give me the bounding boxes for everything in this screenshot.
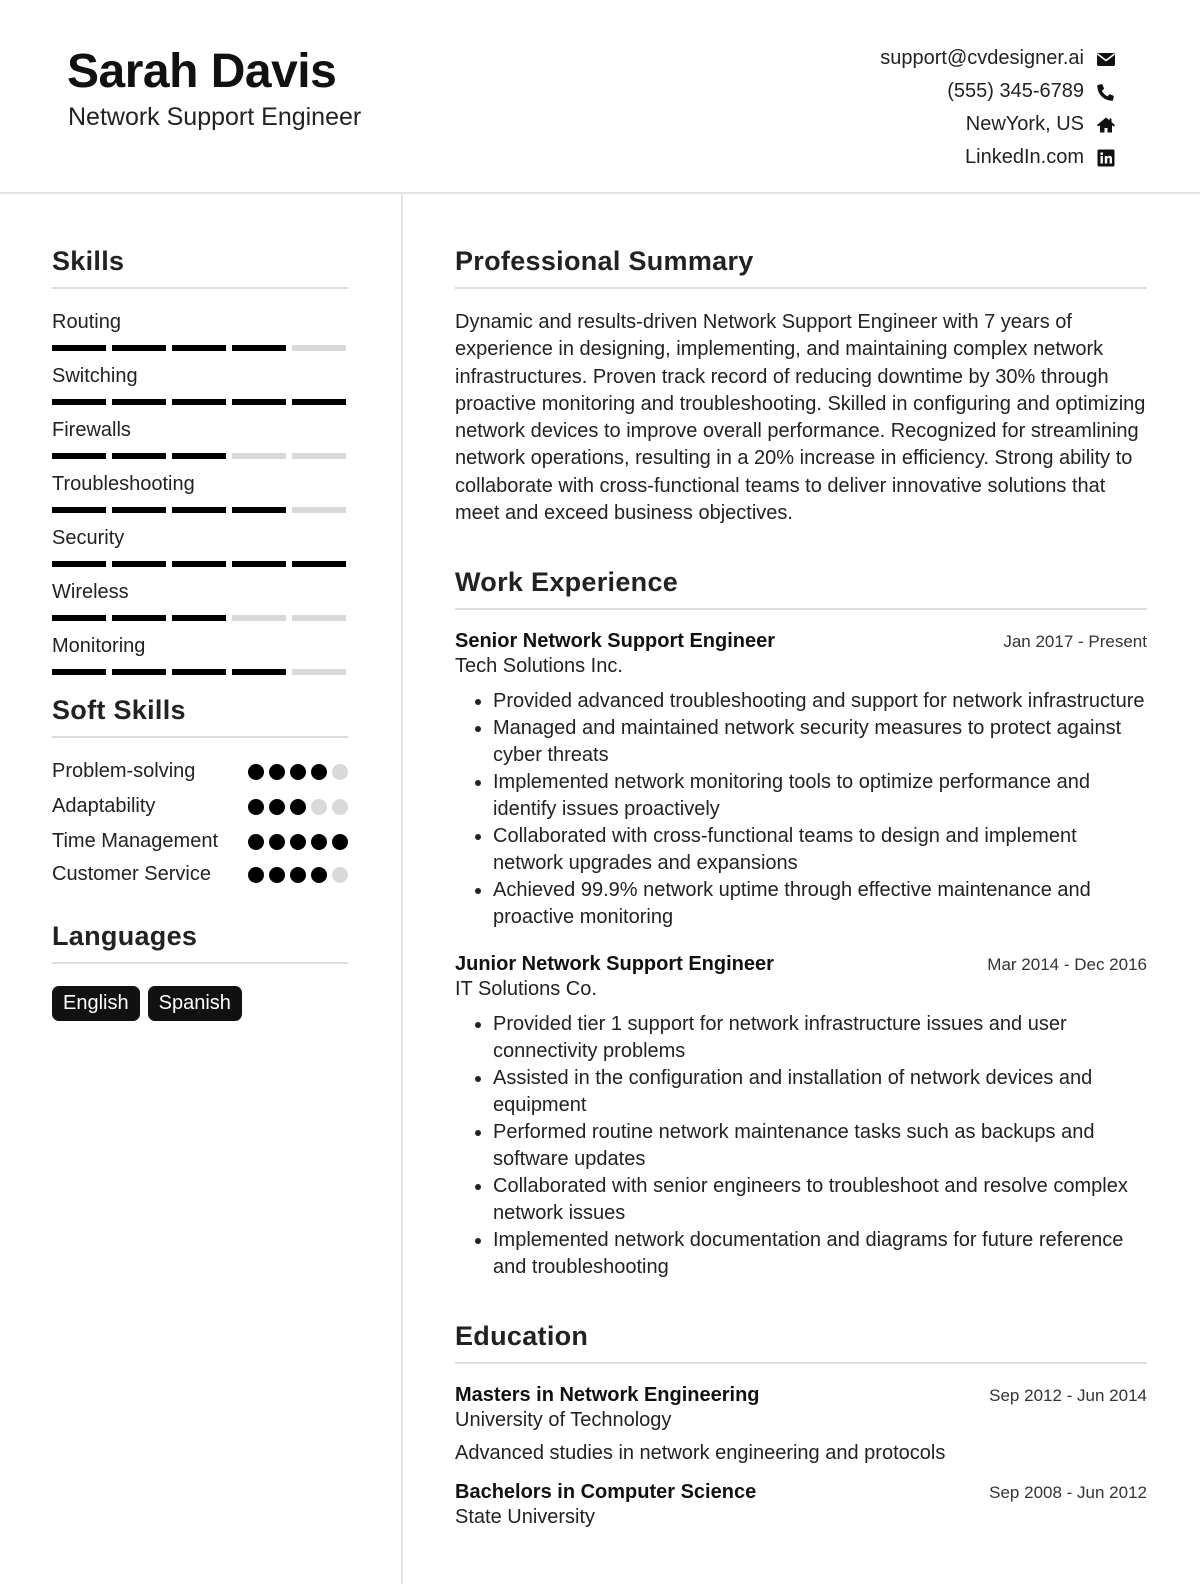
contact-location [880,108,1116,141]
contact-list [880,42,1116,174]
rating-dot [311,764,327,780]
skill-name: Security [52,527,125,549]
skill-level-segment [232,399,286,405]
soft-skills-list [52,758,348,888]
education-header [455,1481,1147,1504]
rating-dot [332,834,348,850]
contact-linkedin[interactable] [880,141,1116,174]
soft-skill-rating [248,867,348,883]
rating-dot [248,834,264,850]
job-bullet: • Achieved 99.9% network uptime through effective maintenance and proactive monitoring [493,877,1147,931]
education-list [455,1384,1147,1529]
skill-level-segment [112,345,166,351]
skill-level-segment [292,345,346,351]
skill-level-segment [112,669,166,675]
skill-level-segment [292,669,346,675]
skills-heading: Skills [52,246,348,289]
rating-dot [269,764,285,780]
job-bullets [455,1011,1147,1281]
education-degree: Bachelors in Computer Science [455,1481,757,1504]
rating-dot [332,867,348,883]
job-bullet: • Performed routine network maintenance tasks such as backups and software updates [493,1119,1147,1173]
skill-level-segment [232,345,286,351]
skill-name: Wireless [52,581,129,603]
skill-level-segment [232,507,286,513]
soft-skill-item [52,758,348,785]
resume-header [0,0,1200,194]
rating-dot [311,799,327,815]
skill-level-segment [292,453,346,459]
rating-dot [332,764,348,780]
main-column [455,246,1147,1529]
contact-phone[interactable] [880,75,1116,108]
job-company: IT Solutions Co. [455,978,597,1001]
skill-level-segment [112,453,166,459]
skill-item [52,579,348,621]
envelope-icon [1096,49,1116,69]
soft-skill-rating [248,764,348,780]
job-bullet: • Managed and maintained network security measures to protect against cyber threats [493,715,1147,769]
skill-name: Firewalls [52,419,131,441]
phone-icon [1096,82,1116,102]
skill-level-segment [232,669,286,675]
candidate-name: Sarah Davis [67,45,337,98]
skill-level-meter [52,669,348,675]
skill-item [52,309,348,351]
summary-heading: Professional Summary [455,246,1147,289]
skill-level-segment [232,615,286,621]
education-entry [455,1481,1147,1529]
skill-level-segment [52,453,106,459]
rating-dot [290,764,306,780]
soft-skill-name: Problem-solving [52,760,196,782]
skill-level-meter [52,507,348,513]
language-tag: Spanish [148,986,242,1021]
contact-email[interactable] [880,42,1116,75]
rating-dot [311,834,327,850]
skill-level-segment [172,345,226,351]
soft-skill-rating [248,799,348,815]
skill-name: Monitoring [52,635,146,657]
skill-level-segment [292,615,346,621]
skill-level-meter [52,561,348,567]
contact-email-text[interactable]: support@cvdesigner.ai [880,47,1084,69]
education-school: University of Technology [455,1409,672,1432]
soft-skill-rating [248,834,348,850]
job-bullet: • Collaborated with senior engineers to troubleshoot and resolve complex network issues [493,1173,1147,1227]
job-bullet: • Provided tier 1 support for network infrastructure issues and user connectivity problems [493,1011,1147,1065]
education-degree: Masters in Network Engineering [455,1384,760,1407]
rating-dot [269,799,285,815]
skill-item [52,417,348,459]
skill-level-segment [112,561,166,567]
skill-level-segment [232,453,286,459]
rating-dot [332,799,348,815]
skill-level-segment [52,669,106,675]
rating-dot [248,764,264,780]
skill-level-segment [52,399,106,405]
skill-level-meter [52,345,348,351]
job-entry [455,953,1147,1281]
job-bullet: • Collaborated with cross-functional teams to design and implement network upgrades and expansions [493,823,1147,877]
rating-dot [290,799,306,815]
contact-phone-text[interactable]: (555) 345-6789 [947,80,1084,102]
candidate-title: Network Support Engineer [68,103,362,131]
skill-level-segment [172,615,226,621]
rating-dot [248,799,264,815]
experience-heading: Work Experience [455,567,1147,610]
skill-level-segment [232,561,286,567]
skill-level-segment [172,399,226,405]
skill-level-segment [112,507,166,513]
rating-dot [269,834,285,850]
job-bullet: • Implemented network documentation and diagrams for future reference and troubleshooting [493,1227,1147,1281]
skill-item [52,471,348,513]
job-header [455,953,1147,976]
soft-skill-name: Customer Service [52,863,211,885]
language-tag: English [52,986,140,1021]
skill-level-segment [172,453,226,459]
job-date: Mar 2014 - Dec 2016 [987,955,1147,975]
job-company: Tech Solutions Inc. [455,655,623,678]
job-title: Senior Network Support Engineer [455,630,776,653]
skill-item [52,525,348,567]
education-description: Advanced studies in network engineering and protocols [455,1442,946,1465]
contact-location-text: NewYork, US [965,113,1084,135]
skill-level-segment [112,399,166,405]
skill-name: Troubleshooting [52,473,195,495]
soft-skill-item [52,828,348,855]
soft-skill-item [52,861,348,888]
soft-skills-heading: Soft Skills [52,695,348,738]
skill-level-segment [172,561,226,567]
job-header [455,630,1147,653]
job-bullets [455,688,1147,931]
skill-level-meter [52,399,348,405]
skill-level-segment [52,345,106,351]
job-title: Junior Network Support Engineer [455,953,774,976]
experience-list [455,630,1147,1281]
column-divider [401,194,403,1584]
skill-level-segment [292,561,346,567]
education-school: State University [455,1506,596,1529]
summary-text: Dynamic and results-driven Network Support Engineer with 7 years of experience in designing, implementing, and maintaining complex network infrastructures. Proven track record of reducing downtime by 30% through proactive monitoring and troubleshooting. Skilled in configuring and optimizing network devices to improve overall performance. Recognized for streamlining network operations, resulting in a 20% increase in efficiency. Strong ability to collaborate with cross-functional teams to deliver innovative solutions that meet and exceed business objectives. [455,311,1146,525]
skill-level-segment [52,507,106,513]
skill-level-segment [292,507,346,513]
education-date: Sep 2012 - Jun 2014 [989,1386,1147,1406]
rating-dot [269,867,285,883]
skill-level-segment [52,561,106,567]
education-date: Sep 2008 - Jun 2012 [989,1483,1147,1503]
soft-skill-name: Time Management [52,830,218,852]
skill-name: Switching [52,365,138,387]
rating-dot [290,867,306,883]
skills-list [52,309,348,675]
skill-level-segment [292,399,346,405]
languages-list [52,986,348,1021]
education-entry [455,1384,1147,1465]
job-entry [455,630,1147,931]
job-bullet: • Assisted in the configuration and installation of network devices and equipment [493,1065,1147,1119]
skill-level-segment [172,507,226,513]
education-header [455,1384,1147,1407]
rating-dot [311,867,327,883]
skill-level-meter [52,453,348,459]
skill-level-segment [52,615,106,621]
job-bullet: • Implemented network monitoring tools to optimize performance and identify issues proactively [493,769,1147,823]
contact-linkedin-text[interactable]: LinkedIn.com [965,146,1084,168]
skill-item [52,363,348,405]
education-heading: Education [455,1321,1147,1364]
job-date: Jan 2017 - Present [1003,632,1147,652]
languages-heading: Languages [52,921,348,964]
linkedin-icon [1096,148,1116,168]
skill-level-meter [52,615,348,621]
soft-skill-name: Adaptability [52,795,156,817]
home-icon [1096,115,1116,135]
rating-dot [248,867,264,883]
job-bullet: • Provided advanced troubleshooting and support for network infrastructure [493,688,1147,715]
skill-name: Routing [52,311,121,333]
soft-skill-item [52,793,348,820]
skill-item [52,633,348,675]
skill-level-segment [112,615,166,621]
rating-dot [290,834,306,850]
sidebar-column [52,246,348,1021]
skill-level-segment [172,669,226,675]
